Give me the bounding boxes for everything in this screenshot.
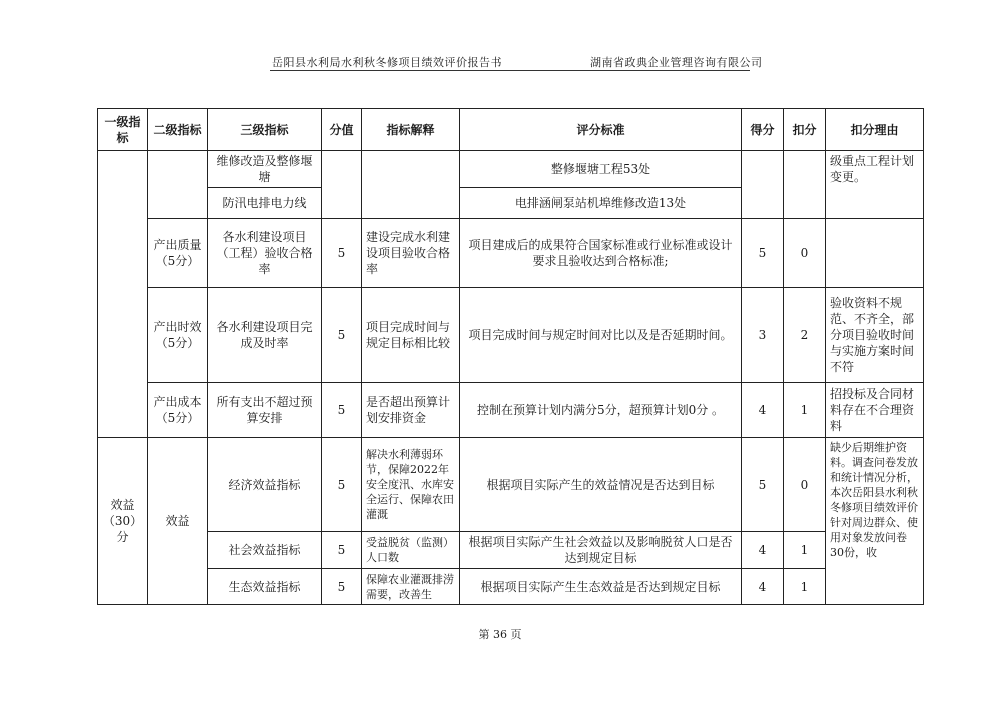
value-cell: 5 [322, 438, 362, 532]
level3-cell: 维修改造及整修堰塘 [208, 151, 322, 188]
header-divider [270, 70, 750, 71]
level3-cell: 所有支出不超过预算安排 [208, 383, 322, 438]
col-header-level3: 三级指标 [208, 109, 322, 151]
table-row [98, 532, 924, 569]
reason-cell: 级重点工程计划变更。 [826, 151, 924, 219]
standard-cell: 项目建成后的成果符合国家标准或行业标准或设计要求且验收达到合格标准; [460, 219, 742, 288]
table-row [98, 438, 924, 532]
standard-cell: 根据项目实际产生社会效益以及影响脱贫人口是否达到规定目标 [460, 532, 742, 569]
standard-cell: 整修堰塘工程53处 [460, 151, 742, 188]
score-cell: 5 [742, 438, 784, 532]
standard-cell: 电排涵闸泵站机埠维修改造13处 [460, 188, 742, 219]
deduction-cell: 0 [784, 219, 826, 288]
explanation-cell: 项目完成时间与规定目标相比较 [362, 288, 460, 383]
reason-cell: 验收资料不规范、不齐全，部分项目验收时间与实施方案时间不符 [826, 288, 924, 383]
score-cell [742, 151, 784, 219]
score-cell: 4 [742, 569, 784, 605]
col-header-level2: 二级指标 [148, 109, 208, 151]
value-cell: 5 [322, 532, 362, 569]
explanation-cell: 建设完成水利建设项目验收合格率 [362, 219, 460, 288]
level3-cell: 社会效益指标 [208, 532, 322, 569]
value-cell: 5 [322, 288, 362, 383]
col-header-reason: 扣分理由 [826, 109, 924, 151]
level2-cell [148, 151, 208, 219]
header-report-title: 岳阳县水利局水利秋冬修项目绩效评价报告书 [272, 56, 502, 69]
deduction-cell: 1 [784, 383, 826, 438]
value-cell: 5 [322, 569, 362, 605]
table-row [98, 569, 924, 605]
deduction-cell: 1 [784, 532, 826, 569]
header-company-name: 湖南省政典企业管理咨询有限公司 [590, 56, 763, 69]
explanation-cell: 保障农业灌溉排涝需要，改善生 [362, 569, 460, 605]
col-header-explanation: 指标解释 [362, 109, 460, 151]
evaluation-table [97, 108, 924, 605]
score-cell: 4 [742, 532, 784, 569]
score-cell: 4 [742, 383, 784, 438]
reason-cell: 缺少后期维护资料。调查问卷发放和统计情况分析，本次岳阳县水利秋冬修项目绩效评价针对周边群众、使用对象发放问卷30份，收 [826, 438, 924, 605]
score-cell: 5 [742, 219, 784, 288]
value-cell: 5 [322, 383, 362, 438]
standard-cell: 根据项目实际产生生态效益是否达到规定目标 [460, 569, 742, 605]
level3-cell: 生态效益指标 [208, 569, 322, 605]
standard-cell: 根据项目实际产生的效益情况是否达到目标 [460, 438, 742, 532]
reason-cell [826, 219, 924, 288]
level2-cell: 产出成本（5分） [148, 383, 208, 438]
value-cell [322, 151, 362, 219]
col-header-score: 得分 [742, 109, 784, 151]
explanation-cell: 解决水利薄弱环节，保障2022年安全度汛、水库安全运行、保障农田灌溉 [362, 438, 460, 532]
table-row [98, 383, 924, 438]
standard-cell: 控制在预算计划内满分5分，超预算计划0分 。 [460, 383, 742, 438]
explanation-cell [362, 151, 460, 219]
level3-cell: 各水利建设项目完成及时率 [208, 288, 322, 383]
level2-cell: 产出时效（5分） [148, 288, 208, 383]
deduction-cell: 2 [784, 288, 826, 383]
level1-cell-benefit: 效益（30）分 [98, 438, 148, 605]
standard-cell: 项目完成时间与规定时间对比以及是否延期时间。 [460, 288, 742, 383]
table-row [98, 151, 924, 188]
explanation-cell: 受益脱贫（监测）人口数 [362, 532, 460, 569]
table-row [98, 219, 924, 288]
level1-cell-output [98, 151, 148, 438]
level2-cell: 产出质量（5分） [148, 219, 208, 288]
level3-cell: 各水利建设项目（工程）验收合格率 [208, 219, 322, 288]
table-header-row [98, 109, 924, 151]
value-cell: 5 [322, 219, 362, 288]
level3-cell: 经济效益指标 [208, 438, 322, 532]
deduction-cell [784, 151, 826, 219]
col-header-standard: 评分标准 [460, 109, 742, 151]
col-header-level1: 一级指标 [98, 109, 148, 151]
deduction-cell: 1 [784, 569, 826, 605]
explanation-cell: 是否超出预算计划安排资金 [362, 383, 460, 438]
col-header-value: 分值 [322, 109, 362, 151]
score-cell: 3 [742, 288, 784, 383]
page-number: 第 36 页 [478, 628, 522, 641]
table-row [98, 288, 924, 383]
deduction-cell: 0 [784, 438, 826, 532]
level2-cell: 效益 [148, 438, 208, 605]
col-header-deduction: 扣分 [784, 109, 826, 151]
level3-cell: 防汛电排电力线 [208, 188, 322, 219]
reason-cell: 招投标及合同材料存在不合理资料 [826, 383, 924, 438]
